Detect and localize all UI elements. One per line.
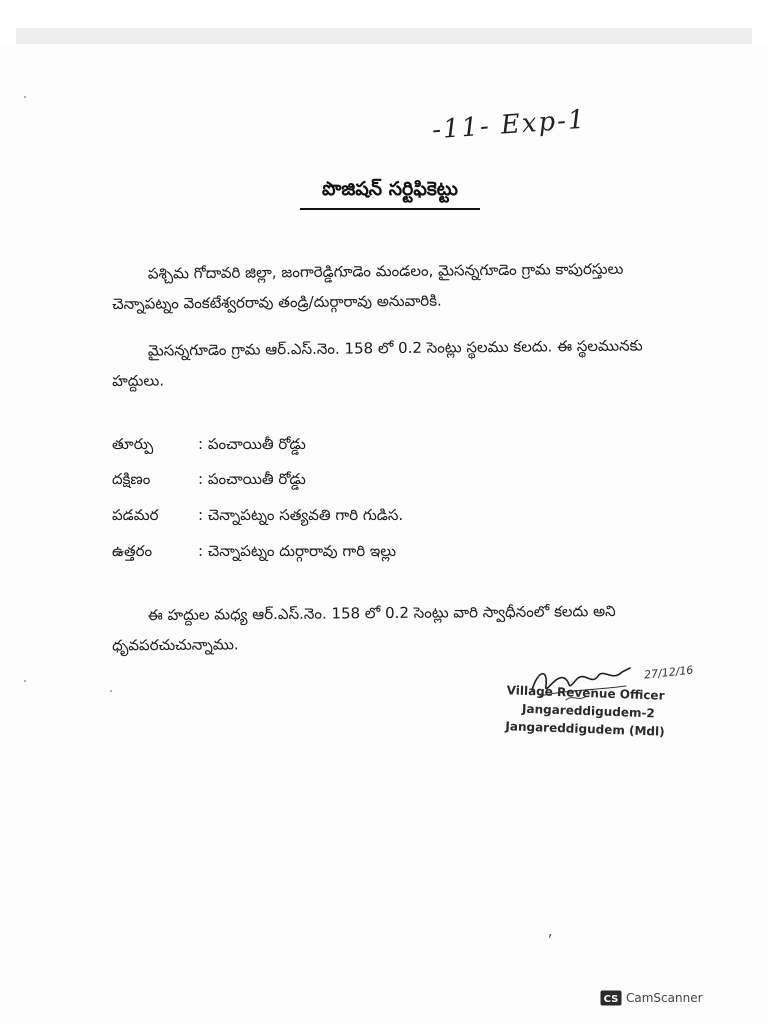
boundary-row-west (112, 503, 512, 527)
paragraph-1: పశ్చిమ గోదావరి జిల్లా, జంగారెడ్డిగూడెం మండలం, మైసన్నగూడెం గ్రామ కాపురస్తులు చెన్నాపట్నం వెంకటేశ్వరరావు తండ్రి/దుర్గారావు అనువారికి. (112, 259, 624, 314)
stamp-line-1: Village Revenue Officer (506, 683, 665, 703)
boundary-row-east (112, 432, 512, 456)
boundary-direction: దక్షిణం (112, 470, 151, 488)
camscanner-watermark (600, 990, 703, 1006)
boundary-value: : పంచాయితీ రోడ్డు (198, 470, 306, 488)
official-stamp (505, 681, 666, 741)
boundary-value: : చెన్నాపట్నం దుర్గారావు గారి ఇల్లు (198, 542, 397, 560)
signature-date: 27/12/16 (643, 663, 694, 682)
stamp-line-3: Jangareddigudem (Mdl) (505, 719, 665, 739)
document-title: పొజిషన్ సర్టిఫికెట్టు (300, 178, 480, 210)
paragraph-2: మైసన్నగూడెం గ్రామ ఆర్.ఎస్.నెం. 158 లో 0.2 సెంట్లు స్థలము కలదు. ఈ స్థలమునకు హద్దులు. (112, 336, 643, 391)
top-bar (16, 28, 752, 45)
camscanner-text: CamScanner (626, 991, 703, 1005)
paragraph-3: ఈ హద్దుల మధ్య ఆర్.ఎస్.నెం. 158 లో 0.2 సెంట్లు వారి స్వాధీనంలో కలదు అని ధృవపరచుచున్నాము. (112, 602, 616, 655)
boundary-direction: ఉత్తరం (112, 542, 153, 560)
camscanner-logo-icon (600, 990, 622, 1006)
scan-speck (24, 96, 26, 98)
boundary-direction: తూర్పు (112, 435, 154, 453)
stray-mark: , (548, 924, 553, 940)
boundary-direction: పడమర (112, 506, 159, 524)
page-reference: -11- Exp-1 (431, 104, 588, 146)
boundary-value: : పంచాయితీ రోడ్డు (198, 435, 306, 453)
stamp-line-2: Jangareddigudem-2 (521, 701, 656, 721)
boundary-value: : చెన్నాపట్నం సత్యవతి గారి గుడిస. (198, 506, 404, 524)
scan-speck (110, 690, 112, 692)
camscanner-logo-text: CS (603, 994, 619, 1005)
boundary-row-south (112, 467, 512, 491)
scan-speck (24, 680, 26, 682)
boundary-row-north (112, 539, 512, 563)
